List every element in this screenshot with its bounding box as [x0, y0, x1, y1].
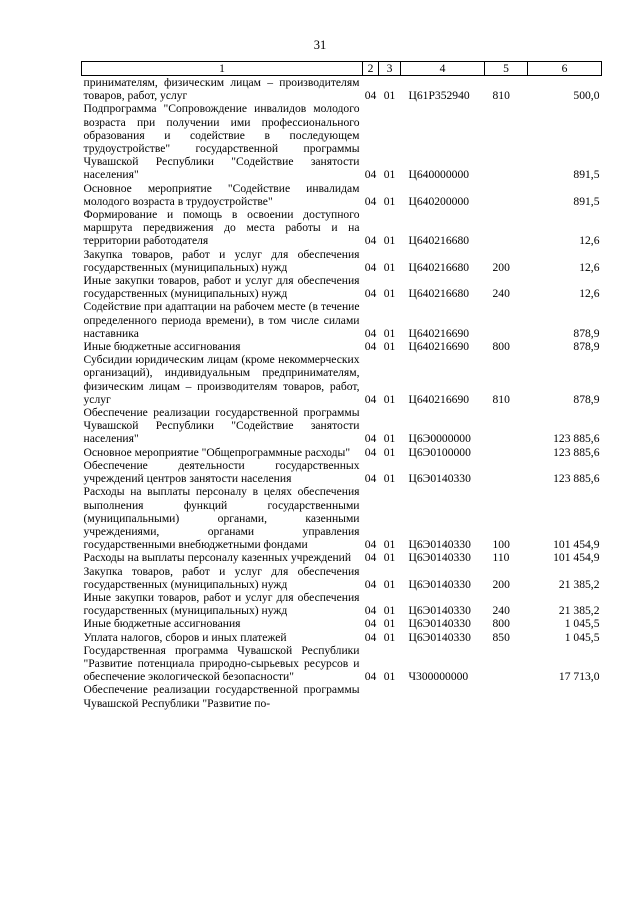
subsection-code-cell [379, 683, 401, 709]
row-name-cell: Иные закупки товаров, работ и услуг для обеспечения государственных (муниципальных) нужд [83, 274, 360, 301]
section-code-cell: 04 [364, 472, 377, 486]
row-name-cell: Закупка товаров, работ и услуг для обеспечения государственных (муниципальных) нужд [83, 564, 360, 591]
expense-type-cell [485, 406, 528, 446]
target-article-cell: Ц6Э0140330 [408, 551, 471, 565]
expense-type-cell: 100 [492, 538, 510, 552]
expense-type-cell: 240 [492, 287, 510, 301]
column-number-row [82, 62, 602, 76]
expense-type-cell: 800 [492, 340, 510, 354]
row-name-cell: принимателям, физическим лицам – производителям товаров, работ, услуг [83, 76, 360, 103]
subsection-code-cell: 01 [383, 168, 396, 182]
subsection-code-cell: 01 [383, 392, 396, 406]
table-row [82, 631, 602, 644]
table-row [82, 565, 602, 591]
target-article-cell: Ц6Э0140330 [408, 604, 471, 618]
page-number: 31 [313, 38, 327, 52]
budget-table [81, 61, 602, 710]
subsection-code-cell: 01 [383, 234, 396, 248]
table-row [82, 591, 602, 617]
section-code-cell: 04 [364, 326, 377, 340]
section-code-cell: 04 [364, 538, 377, 552]
table-row [82, 644, 602, 684]
section-code-cell: 04 [364, 260, 377, 274]
row-name-cell: Обеспечение реализации государственной программы Чувашской Республики "Содействие занятости населения" [83, 406, 360, 446]
amount-cell: 21 385,2 [558, 577, 600, 591]
row-name-cell: Расходы на выплаты персоналу казенных учреждений [83, 551, 352, 565]
target-article-cell: Ц6Э0000000 [408, 432, 471, 446]
table-row [82, 353, 602, 406]
row-name-cell: Основное мероприятие "Содействие инвалидам молодого возраста в трудоустройстве" [83, 181, 360, 208]
column-header: 1 [82, 62, 363, 76]
target-article-cell: Ц6Э0140330 [408, 472, 471, 486]
section-code-cell: 04 [364, 234, 377, 248]
subsection-code-cell: 01 [383, 538, 396, 552]
amount-cell: 12,6 [579, 260, 600, 274]
amount-cell: 123 885,6 [553, 445, 600, 459]
row-name-cell: Иные закупки товаров, работ и услуг для обеспечения государственных (муниципальных) нужд [83, 590, 360, 618]
row-name-cell: Формирование и помощь в освоении доступного маршрута передвижения до места работы и на территории работодателя [83, 208, 360, 248]
section-code-cell: 04 [364, 392, 377, 406]
table-row [82, 208, 602, 248]
table-row [82, 76, 602, 103]
target-article-cell: Ц640000000 [408, 168, 470, 182]
expense-type-cell: 850 [492, 630, 510, 644]
subsection-code-cell: 01 [383, 617, 396, 631]
section-code-cell: 04 [364, 287, 377, 301]
table-row [82, 248, 602, 274]
row-name-cell: Иные бюджетные ассигнования [83, 617, 241, 631]
expense-type-cell: 200 [492, 577, 510, 591]
target-article-cell: Ц6Э0140330 [408, 577, 471, 591]
table-row [82, 459, 602, 485]
subsection-code-cell: 01 [383, 604, 396, 618]
section-code-cell: 04 [364, 577, 377, 591]
target-article-cell: Ц6Э0140330 [408, 630, 471, 644]
amount-cell: 12,6 [579, 287, 600, 301]
expense-type-cell: 200 [492, 260, 510, 274]
section-code-cell: 04 [364, 445, 377, 459]
column-header: 2 [363, 62, 379, 76]
subsection-code-cell: 01 [383, 340, 396, 354]
table-row [82, 300, 602, 340]
subsection-code-cell: 01 [383, 326, 396, 340]
section-code-cell: 04 [364, 551, 377, 565]
section-code-cell: 04 [364, 617, 377, 631]
target-article-cell: Ч300000000 [408, 670, 469, 684]
row-name-cell: Субсидии юридическим лицам (кроме некоммерческих организаций), индивидуальным предпринимателям, физическим лицам – производителям товаров, работ, услуг [83, 353, 360, 406]
target-article-cell: Ц640216690 [408, 340, 470, 354]
table-row [82, 274, 602, 300]
section-code-cell [363, 683, 379, 709]
expense-type-cell: 800 [492, 617, 510, 631]
amount-cell: 1 045,5 [564, 617, 600, 631]
row-name-cell: Государственная программа Чувашской Республики "Развитие потенциала природно-сырьевых ресурсов и обеспечение экологической безопасности" [83, 643, 360, 684]
target-article-cell: Ц640216680 [408, 287, 470, 301]
target-article-cell [401, 683, 485, 709]
expense-type-cell [485, 182, 528, 208]
expense-type-cell [485, 446, 528, 459]
subsection-code-cell: 01 [383, 432, 396, 446]
amount-cell: 891,5 [573, 168, 600, 182]
expense-type-cell: 240 [492, 604, 510, 618]
table-row [82, 446, 602, 459]
section-code-cell: 04 [364, 604, 377, 618]
amount-cell: 21 385,2 [558, 604, 600, 618]
amount-cell: 500,0 [573, 89, 600, 103]
amount-cell: 891,5 [573, 194, 600, 208]
expense-type-cell: 810 [492, 392, 510, 406]
table-row [82, 182, 602, 208]
table-row [82, 551, 602, 564]
table-row [82, 485, 602, 551]
target-article-cell: Ц6Э0140330 [408, 538, 471, 552]
amount-cell: 878,9 [573, 392, 600, 406]
row-name-cell: Содействие при адаптации на рабочем месте (в течение определенного периода времени), в том числе силами наставника [83, 300, 360, 340]
amount-cell: 12,6 [579, 234, 600, 248]
section-code-cell: 04 [364, 630, 377, 644]
row-name-cell: Обеспечение деятельности государственных учреждений центров занятости населения [83, 458, 360, 486]
target-article-cell: Ц640200000 [408, 194, 470, 208]
subsection-code-cell: 01 [383, 287, 396, 301]
amount-cell: 101 454,9 [553, 551, 600, 565]
section-code-cell: 04 [364, 670, 377, 684]
table-row [82, 617, 602, 630]
section-code-cell: 04 [364, 89, 377, 103]
subsection-code-cell: 01 [383, 194, 396, 208]
subsection-code-cell: 01 [383, 670, 396, 684]
subsection-code-cell: 01 [383, 630, 396, 644]
column-header: 5 [485, 62, 528, 76]
subsection-code-cell: 01 [383, 472, 396, 486]
subsection-code-cell: 01 [383, 260, 396, 274]
row-name-cell: Подпрограмма "Сопровождение инвалидов молодого возраста при получении ими профессионального образования и содействие в последующем трудоустройстве" государственной программы Чувашской Республики "Содействие занятости населения" [83, 102, 360, 182]
expense-type-cell [485, 208, 528, 248]
subsection-code-cell: 01 [383, 89, 396, 103]
row-name-cell: Основное мероприятие "Общепрограммные расходы" [83, 445, 351, 459]
section-code-cell: 04 [364, 194, 377, 208]
column-header: 3 [379, 62, 401, 76]
table-row [82, 406, 602, 446]
table-body [82, 76, 602, 710]
expense-type-cell [485, 683, 528, 709]
target-article-cell: Ц640216680 [408, 260, 470, 274]
target-article-cell: Ц640216690 [408, 326, 470, 340]
subsection-code-cell: 01 [383, 551, 396, 565]
expense-type-cell [485, 102, 528, 181]
amount-cell: 1 045,5 [564, 630, 600, 644]
amount-cell: 123 885,6 [553, 432, 600, 446]
row-name-cell: Закупка товаров, работ и услуг для обеспечения государственных (муниципальных) нужд [83, 247, 360, 274]
amount-cell: 101 454,9 [553, 538, 600, 552]
subsection-code-cell: 01 [383, 577, 396, 591]
target-article-cell: Ц6Э0100000 [408, 445, 471, 459]
section-code-cell: 04 [364, 340, 377, 354]
table-row [82, 102, 602, 181]
column-header: 6 [528, 62, 602, 76]
table-row [82, 683, 602, 709]
target-article-cell: Ц6Э0140330 [408, 617, 471, 631]
expense-type-cell [485, 644, 528, 684]
amount-cell: 878,9 [573, 340, 600, 354]
section-code-cell: 04 [364, 168, 377, 182]
row-name-cell: Обеспечение реализации государственной программы Чувашской Республики "Развитие по- [83, 683, 360, 710]
expense-type-cell [485, 459, 528, 485]
target-article-cell: Ц61Р352940 [408, 89, 470, 103]
row-name-cell: Уплата налогов, сборов и иных платежей [83, 630, 287, 644]
section-code-cell: 04 [364, 432, 377, 446]
row-name-cell: Расходы на выплаты персоналу в целях обеспечения выполнения функций государственными (муниципальными) органами, казенными учреждениями, органами управления государственными внебюджетными фондами [83, 485, 360, 552]
column-header: 4 [401, 62, 485, 76]
expense-type-cell: 810 [492, 89, 510, 103]
table-row [82, 340, 602, 353]
target-article-cell: Ц640216690 [408, 392, 470, 406]
amount-cell: 17 713,0 [558, 670, 600, 684]
amount-cell: 123 885,6 [553, 472, 600, 486]
expense-type-cell [485, 300, 528, 340]
amount-cell: 878,9 [573, 326, 600, 340]
target-article-cell: Ц640216680 [408, 234, 470, 248]
expense-type-cell: 110 [492, 551, 510, 565]
subsection-code-cell: 01 [383, 445, 396, 459]
row-name-cell: Иные бюджетные ассигнования [83, 340, 241, 354]
amount-cell [528, 683, 602, 709]
